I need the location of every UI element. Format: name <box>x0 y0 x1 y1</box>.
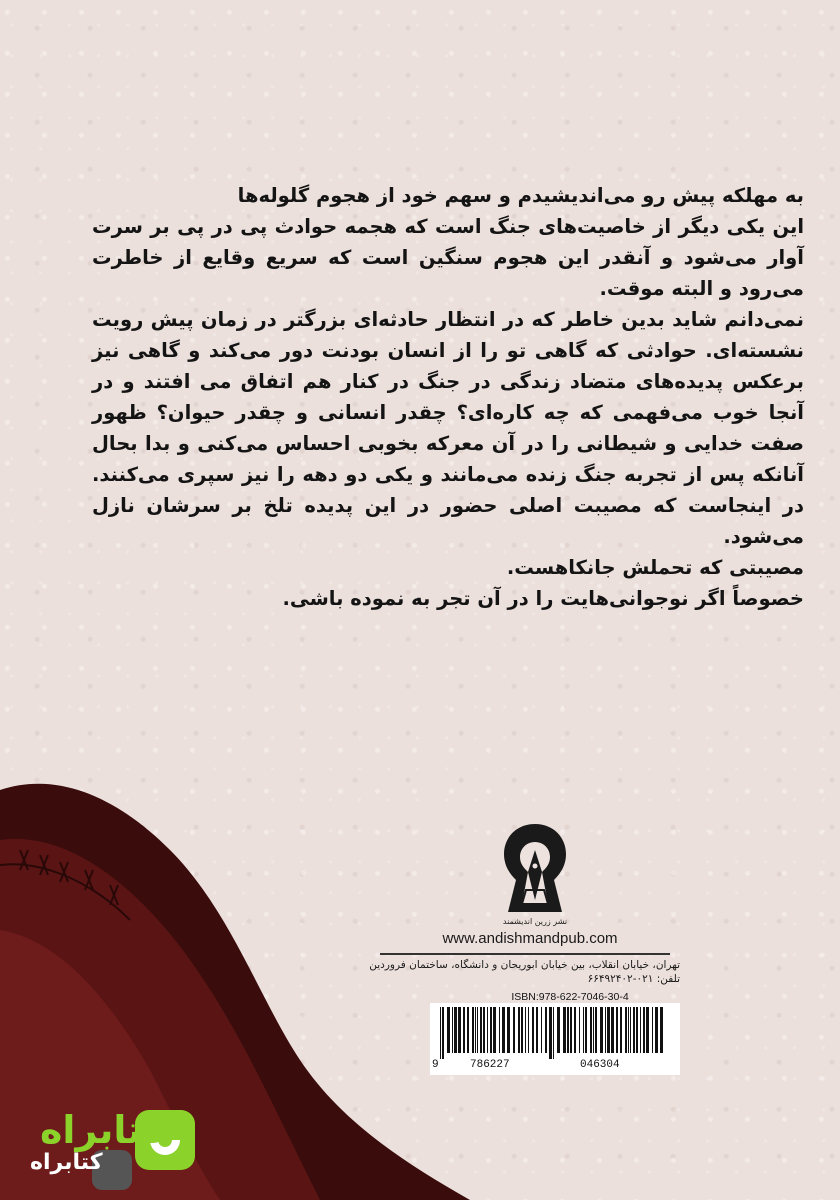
publisher-address: تهران، خیابان انقلاب، بین خیابان ابوریحان و دانشگاه، ساختمان فروردین <box>369 959 680 971</box>
barcode-bar <box>518 1007 520 1053</box>
barcode-bar <box>447 1007 450 1053</box>
barcode-bar <box>553 1007 554 1059</box>
barcode-bar <box>490 1007 492 1053</box>
pen-nib-keyhole-logo <box>492 820 578 930</box>
barcode-bar <box>636 1007 638 1053</box>
barcode-bar <box>467 1007 469 1053</box>
barcode-bar <box>532 1007 534 1053</box>
barcode-bar <box>549 1007 552 1059</box>
barcode-bar <box>605 1007 606 1053</box>
barcode-bar <box>590 1007 592 1053</box>
barcode-bar <box>611 1007 614 1053</box>
barcode-bar <box>640 1007 641 1053</box>
isbn-barcode <box>430 1003 680 1075</box>
blurb-paragraph-1: به مهلکه پیش رو می‌اندیشیدم و سهم خود از هجوم گلوله‌ها <box>237 184 804 207</box>
barcode-bar <box>660 1007 663 1053</box>
barcode-bar <box>472 1007 474 1053</box>
logo-caption: نشر زرین اندیشمند <box>502 917 568 926</box>
barcode-bar <box>458 1007 461 1053</box>
barcode-bar <box>483 1007 485 1053</box>
barcode-bar <box>628 1007 629 1053</box>
barcode-bar <box>630 1007 631 1053</box>
barcode-bar <box>528 1007 529 1053</box>
barcode-bar <box>475 1007 476 1053</box>
blurb-paragraph-5: خصوصاً اگر نوجوانی‌هایت را در آن تجر به نموده باشی. <box>282 587 804 610</box>
barcode-bar <box>593 1007 594 1053</box>
blurb-paragraph-4: مصیبتی که تحملش جانکاهست. <box>506 556 804 579</box>
barcode-bar <box>570 1007 572 1053</box>
divider-line <box>380 953 670 955</box>
barcode-digits-left: 786227 <box>470 1059 510 1071</box>
barcode-bar <box>625 1007 627 1053</box>
barcode-bar <box>646 1007 649 1053</box>
barcode-bar <box>452 1007 453 1053</box>
barcode-bar <box>454 1007 457 1053</box>
barcode-bar <box>574 1007 576 1053</box>
barcode-bar <box>541 1007 542 1053</box>
barcode-bar <box>442 1007 444 1059</box>
barcode-bar <box>620 1007 622 1053</box>
watermark-text-large: کتابراه <box>40 1108 166 1152</box>
barcode-digits-right: 046304 <box>580 1059 620 1071</box>
barcode-bar <box>643 1007 645 1053</box>
barcode-bar <box>616 1007 618 1053</box>
barcode-bar <box>480 1007 482 1053</box>
barcode-bar <box>513 1007 515 1053</box>
blurb-paragraph-2: این یکی دیگر از خاصیت‌های جنگ است که هجمه حوادث پی در پی بر سرت آوار می‌شود و آنقدر این هجوم سنگین است که سریع وقایع از خاطرت می‌رود و البته موقت. <box>92 215 804 300</box>
publisher-url: www.andishmandpub.com <box>442 930 618 947</box>
publisher-address-block <box>340 958 680 986</box>
barcode-bar <box>525 1007 526 1053</box>
publisher-phone: تلفن: ۰۲۱-۶۶۴۹۲۴۰۲ <box>587 973 680 985</box>
barcode-bar <box>507 1007 510 1053</box>
barcode-bar <box>521 1007 523 1053</box>
barcode-bar <box>557 1007 560 1053</box>
barcode-bar <box>652 1007 653 1053</box>
barcode-bar <box>477 1007 478 1053</box>
barcode-bar <box>633 1007 635 1053</box>
barcode-bar <box>579 1007 580 1053</box>
barcode-bar <box>536 1007 538 1053</box>
watermark-text-small: کتابراه <box>30 1150 103 1175</box>
barcode-bar <box>499 1007 500 1053</box>
barcode-bar <box>463 1007 465 1053</box>
barcode-bar <box>493 1007 496 1053</box>
barcode-bar <box>583 1007 584 1053</box>
barcode-bar <box>607 1007 610 1053</box>
barcode-bar <box>545 1007 547 1053</box>
isbn-label: ISBN:978-622-7046-30-4 <box>511 991 629 1003</box>
barcode-bar <box>502 1007 505 1053</box>
barcode-bar <box>563 1007 566 1053</box>
barcode-bar <box>655 1007 658 1053</box>
barcode-bar <box>567 1007 569 1053</box>
barcode-bar <box>585 1007 587 1053</box>
barcode-bar <box>600 1007 603 1053</box>
blurb-paragraph-3: نمی‌دانم شاید بدین خاطر که در انتظار حادثه‌ای بزرگتر در زمان پیش رویت نشسته‌ای. حوادثی که گاهی تو را از انسان بودنت دور می‌کند و گاهی نیز برعکس پدیده‌های متضاد زندگی در جنگ در کنار هم اتفاق می افتند و در آنجا خوب می‌فهمی که چه کاره‌ای؟ چقدر انسانی و چقدر حیوان؟ ظهور صفت خدایی و شیطانی را در آن معرکه بخوبی احساس می‌کنی و بدا بحال آنانکه پس از تجربه جنگ زنده می‌مانند و یکی دو دهه را نیز سپری می‌کنند. در اینجاست که مصیبت اصلی حضور در این پدیده تلخ بر سرشان نازل می‌شود. <box>92 308 804 548</box>
barcode-bar <box>595 1007 597 1053</box>
barcode-bars <box>440 1007 670 1059</box>
barcode-bar <box>440 1007 441 1059</box>
barcode-digit-first: 9 <box>432 1059 439 1071</box>
barcode-bar <box>487 1007 488 1053</box>
back-cover-blurb <box>92 180 804 614</box>
